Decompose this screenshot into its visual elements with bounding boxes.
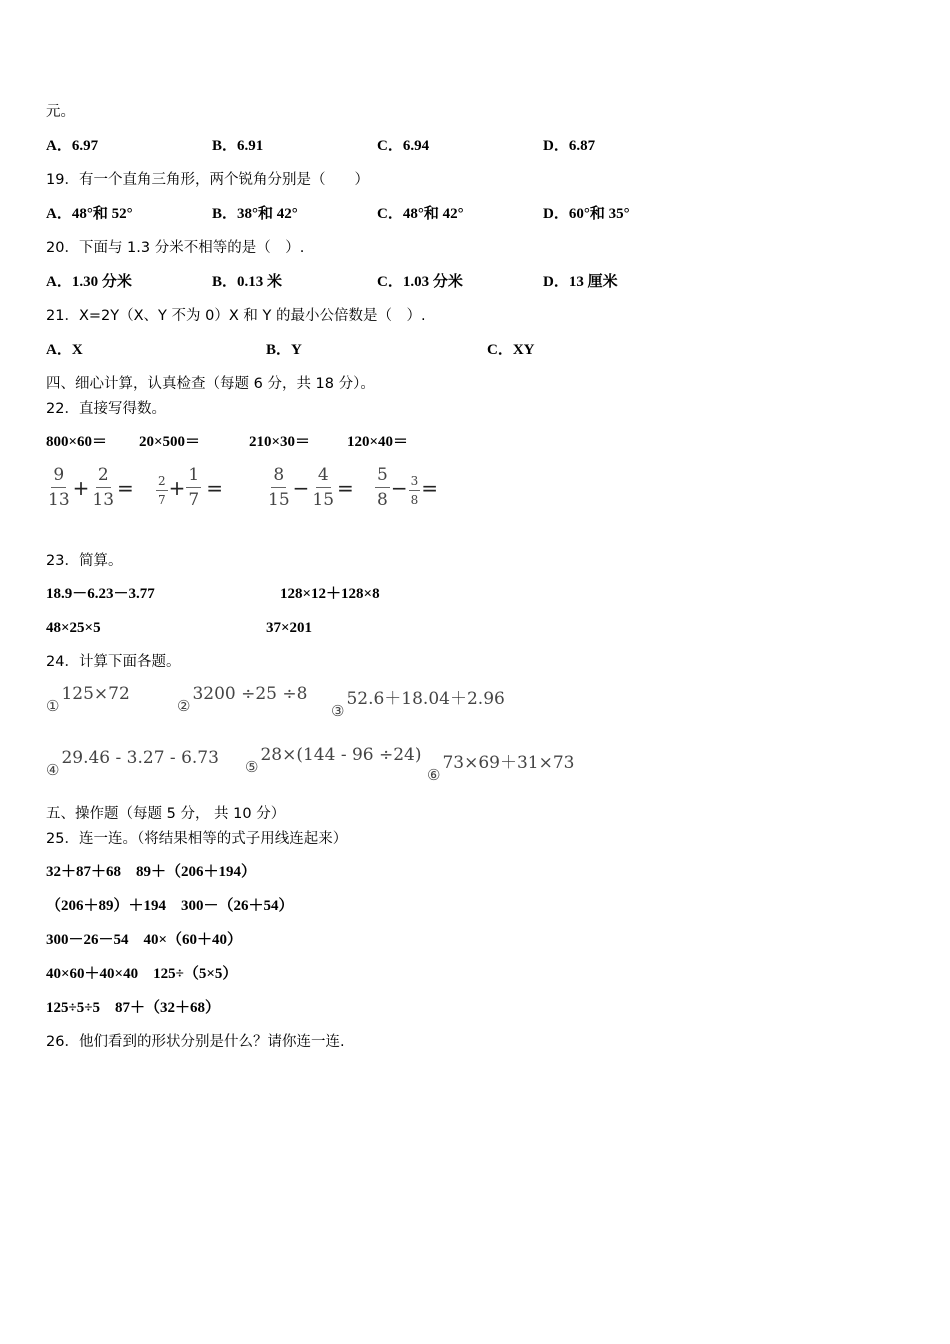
q25-row-5: 125÷5÷5 87＋（32＋68） [46, 1000, 220, 1016]
q20-option-a: A．1.30 分米 [46, 274, 132, 290]
circled-number-3: ③ [331, 702, 345, 720]
section-4-heading: 四、细心计算，认真检查（每题 6 分，共 18 分）。 [46, 376, 375, 392]
q23-item-2: 128×12＋128×8 [280, 586, 380, 602]
q21-stem: 21．X=2Y（X、Y 不为 0）X 和 Y 的最小公倍数是（ ）. [46, 308, 426, 324]
q24-stem: 24．计算下面各题。 [46, 654, 181, 670]
q18-option-a: A．6.97 [46, 138, 99, 154]
q26-stem: 26．他们看到的形状分别是什么？请你连一连. [46, 1034, 345, 1050]
q25-row-2: （206＋89）＋194 300－（26＋54） [46, 898, 294, 914]
q25-row-1: 32＋87＋68 89＋（206＋194） [46, 864, 257, 880]
fraction: $\frac{2}{13}$ [92, 465, 115, 510]
q23-stem: 23．简算。 [46, 553, 123, 569]
q24-item-2: ②3200 ÷25 ÷8 [177, 684, 308, 715]
circled-number-5: ⑤ [245, 758, 259, 776]
circled-number-4: ④ [46, 761, 60, 779]
q20-stem: 20．下面与 1.3 分米不相等的是（ ）. [46, 240, 305, 256]
q18-option-c: C．6.94 [377, 138, 430, 154]
fraction: $\frac{3}{8}$ [410, 474, 419, 507]
q22-fraction-4: $\frac{5}{8}$ − $\frac{3}{8}$ = [377, 465, 438, 510]
q23-item-4: 37×201 [266, 620, 313, 636]
section-5-heading: 五、操作题（每题 5 分， 共 10 分） [46, 806, 286, 822]
q22-item-3: 210×30＝ [249, 434, 311, 450]
fraction: $\frac{1}{7}$ [188, 465, 200, 510]
q22-item-1: 800×60＝ [46, 434, 108, 450]
q19-option-d: D．60°和 35° [543, 206, 630, 222]
q21-option-a: A．X [46, 342, 83, 358]
circled-number-2: ② [177, 697, 191, 715]
q22-item-4: 120×40＝ [347, 434, 409, 450]
q23-item-1: 18.9－6.23－3.77 [46, 586, 155, 602]
q21-option-b: B．Y [266, 342, 302, 358]
q25-row-4: 40×60＋40×40 125÷（5×5） [46, 966, 238, 982]
q21-option-c: C．XY [487, 342, 535, 358]
q19-stem: 19．有一个直角三角形，两个锐角分别是（ ） [46, 172, 369, 188]
q18-stem-tail: 元。 [46, 104, 75, 120]
q18-option-b: B．6.91 [212, 138, 264, 154]
q22-fraction-1: $\frac{9}{13}$ + $\frac{2}{13}$ = [48, 465, 134, 510]
q19-option-b: B．38°和 42° [212, 206, 298, 222]
q20-option-b: B．0.13 米 [212, 274, 283, 290]
q24-item-5: ⑤28×(144 - 96 ÷24) [245, 745, 422, 776]
q20-option-c: C．1.03 分米 [377, 274, 463, 290]
q22-stem: 22．直接写得数。 [46, 401, 166, 417]
q20-option-d: D．13 厘米 [543, 274, 618, 290]
circled-number-6: ⑥ [427, 766, 441, 784]
fraction: $\frac{2}{7}$ [158, 474, 166, 507]
fraction: $\frac{4}{15}$ [312, 465, 335, 510]
q22-fraction-3: $\frac{8}{15}$ − $\frac{4}{15}$ = [268, 465, 354, 510]
q19-option-a: A．48°和 52° [46, 206, 133, 222]
fraction: $\frac{9}{13}$ [48, 465, 70, 510]
q25-stem: 25．连一连。（将结果相等的式子用线连起来） [46, 831, 348, 847]
fraction: $\frac{5}{8}$ [377, 465, 388, 510]
fraction: $\frac{8}{15}$ [268, 465, 290, 510]
q23-item-3: 48×25×5 [46, 620, 101, 636]
q19-option-c: C．48°和 42° [377, 206, 464, 222]
circled-number-1: ① [46, 697, 60, 715]
q24-item-3: ③52.6＋18.04＋2.96 [331, 689, 505, 720]
q24-item-4: ④29.46 - 3.27 - 6.73 [46, 748, 219, 779]
q22-fraction-2: $\frac{2}{7}$ + $\frac{1}{7}$ = [158, 465, 223, 510]
q25-row-3: 300－26－54 40×（60＋40） [46, 932, 243, 948]
q18-option-d: D．6.87 [543, 138, 596, 154]
q24-item-6: ⑥73×69＋31×73 [427, 753, 575, 784]
q24-item-1: ①125×72 [46, 684, 130, 715]
q22-item-2: 20×500＝ [139, 434, 201, 450]
